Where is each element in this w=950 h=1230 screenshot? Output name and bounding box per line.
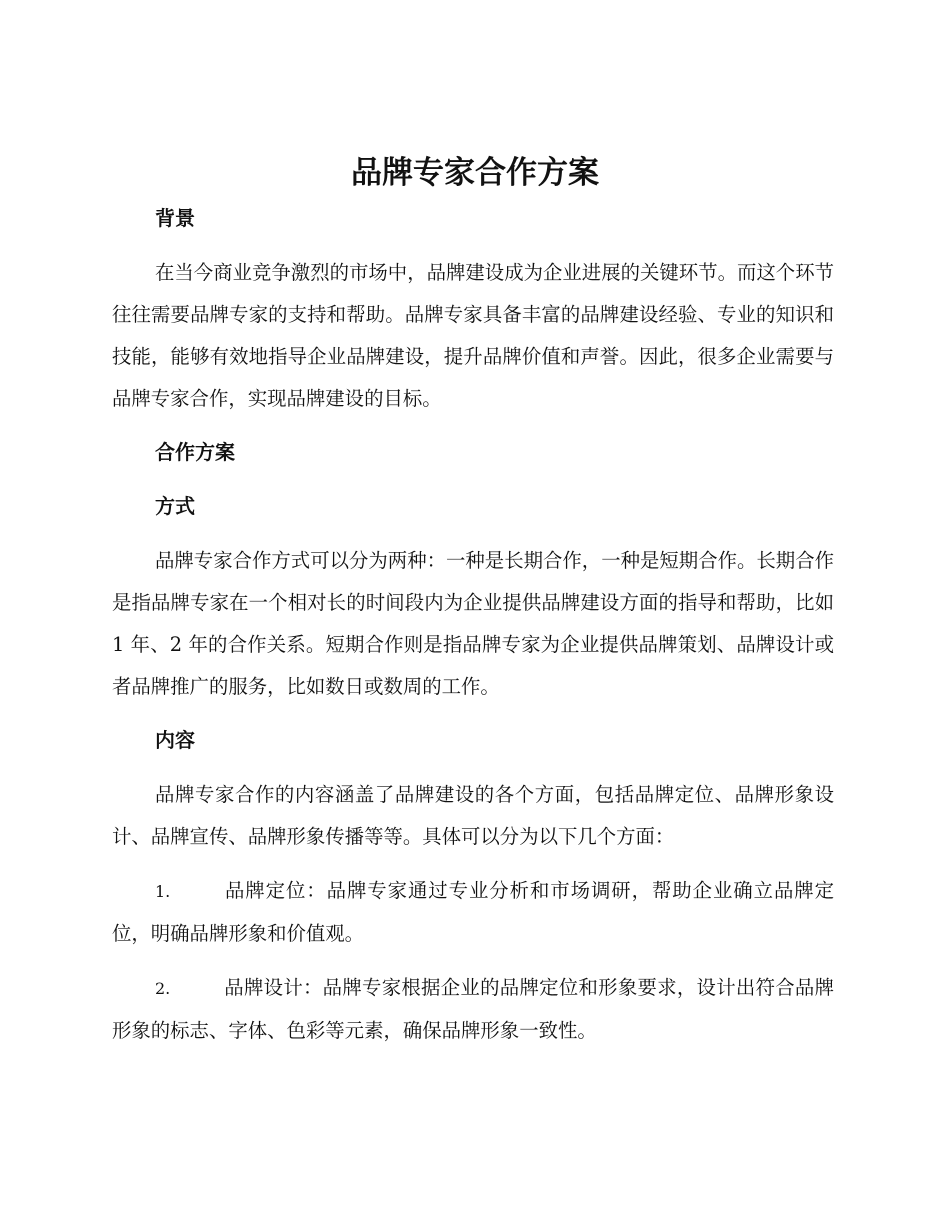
list-item	[112, 870, 834, 955]
document-title: 品牌专家合作方案	[351, 155, 599, 191]
section-heading-background: 背景	[155, 206, 195, 230]
section-heading-method: 方式	[155, 494, 195, 518]
list-item-number: 2.	[155, 979, 171, 998]
method-paragraph: 品牌专家合作方式可以分为两种：一种是长期合作，一种是短期合作。长期合作是指品牌专家在一个相对长的时间段内为企业提供品牌建设方面的指导和帮助，比如 1 年、2 年的合作关系。短期合作则是指品牌专家为企业提供品牌策划、品牌设计或者品牌推广的服务，比如数日或数周的工作。	[112, 549, 834, 698]
background-paragraph: 在当今商业竞争激烈的市场中，品牌建设成为企业进展的关键环节。而这个环节往往需要品牌专家的支持和帮助。品牌专家具备丰富的品牌建设经验、专业的知识和技能，能够有效地指导企业品牌建设，提升品牌价值和声誉。因此，很多企业需要与品牌专家合作，实现品牌建设的目标。	[112, 261, 834, 410]
list-item-text: 品牌定位：品牌专家通过专业分析和市场调研，帮助企业确立品牌定位，明确品牌形象和价值观。	[112, 879, 834, 945]
section-heading-plan: 合作方案	[155, 440, 235, 464]
content-paragraph: 品牌专家合作的内容涵盖了品牌建设的各个方面，包括品牌定位、品牌形象设计、品牌宣传、品牌形象传播等等。具体可以分为以下几个方面：	[112, 783, 834, 848]
list-item-text: 品牌设计：品牌专家根据企业的品牌定位和形象要求，设计出符合品牌形象的标志、字体、色彩等元素，确保品牌形象一致性。	[112, 976, 834, 1042]
list-item-number: 1.	[155, 882, 171, 901]
list-item	[112, 967, 834, 1052]
document-body	[112, 198, 834, 1064]
section-heading-content: 内容	[155, 728, 195, 752]
